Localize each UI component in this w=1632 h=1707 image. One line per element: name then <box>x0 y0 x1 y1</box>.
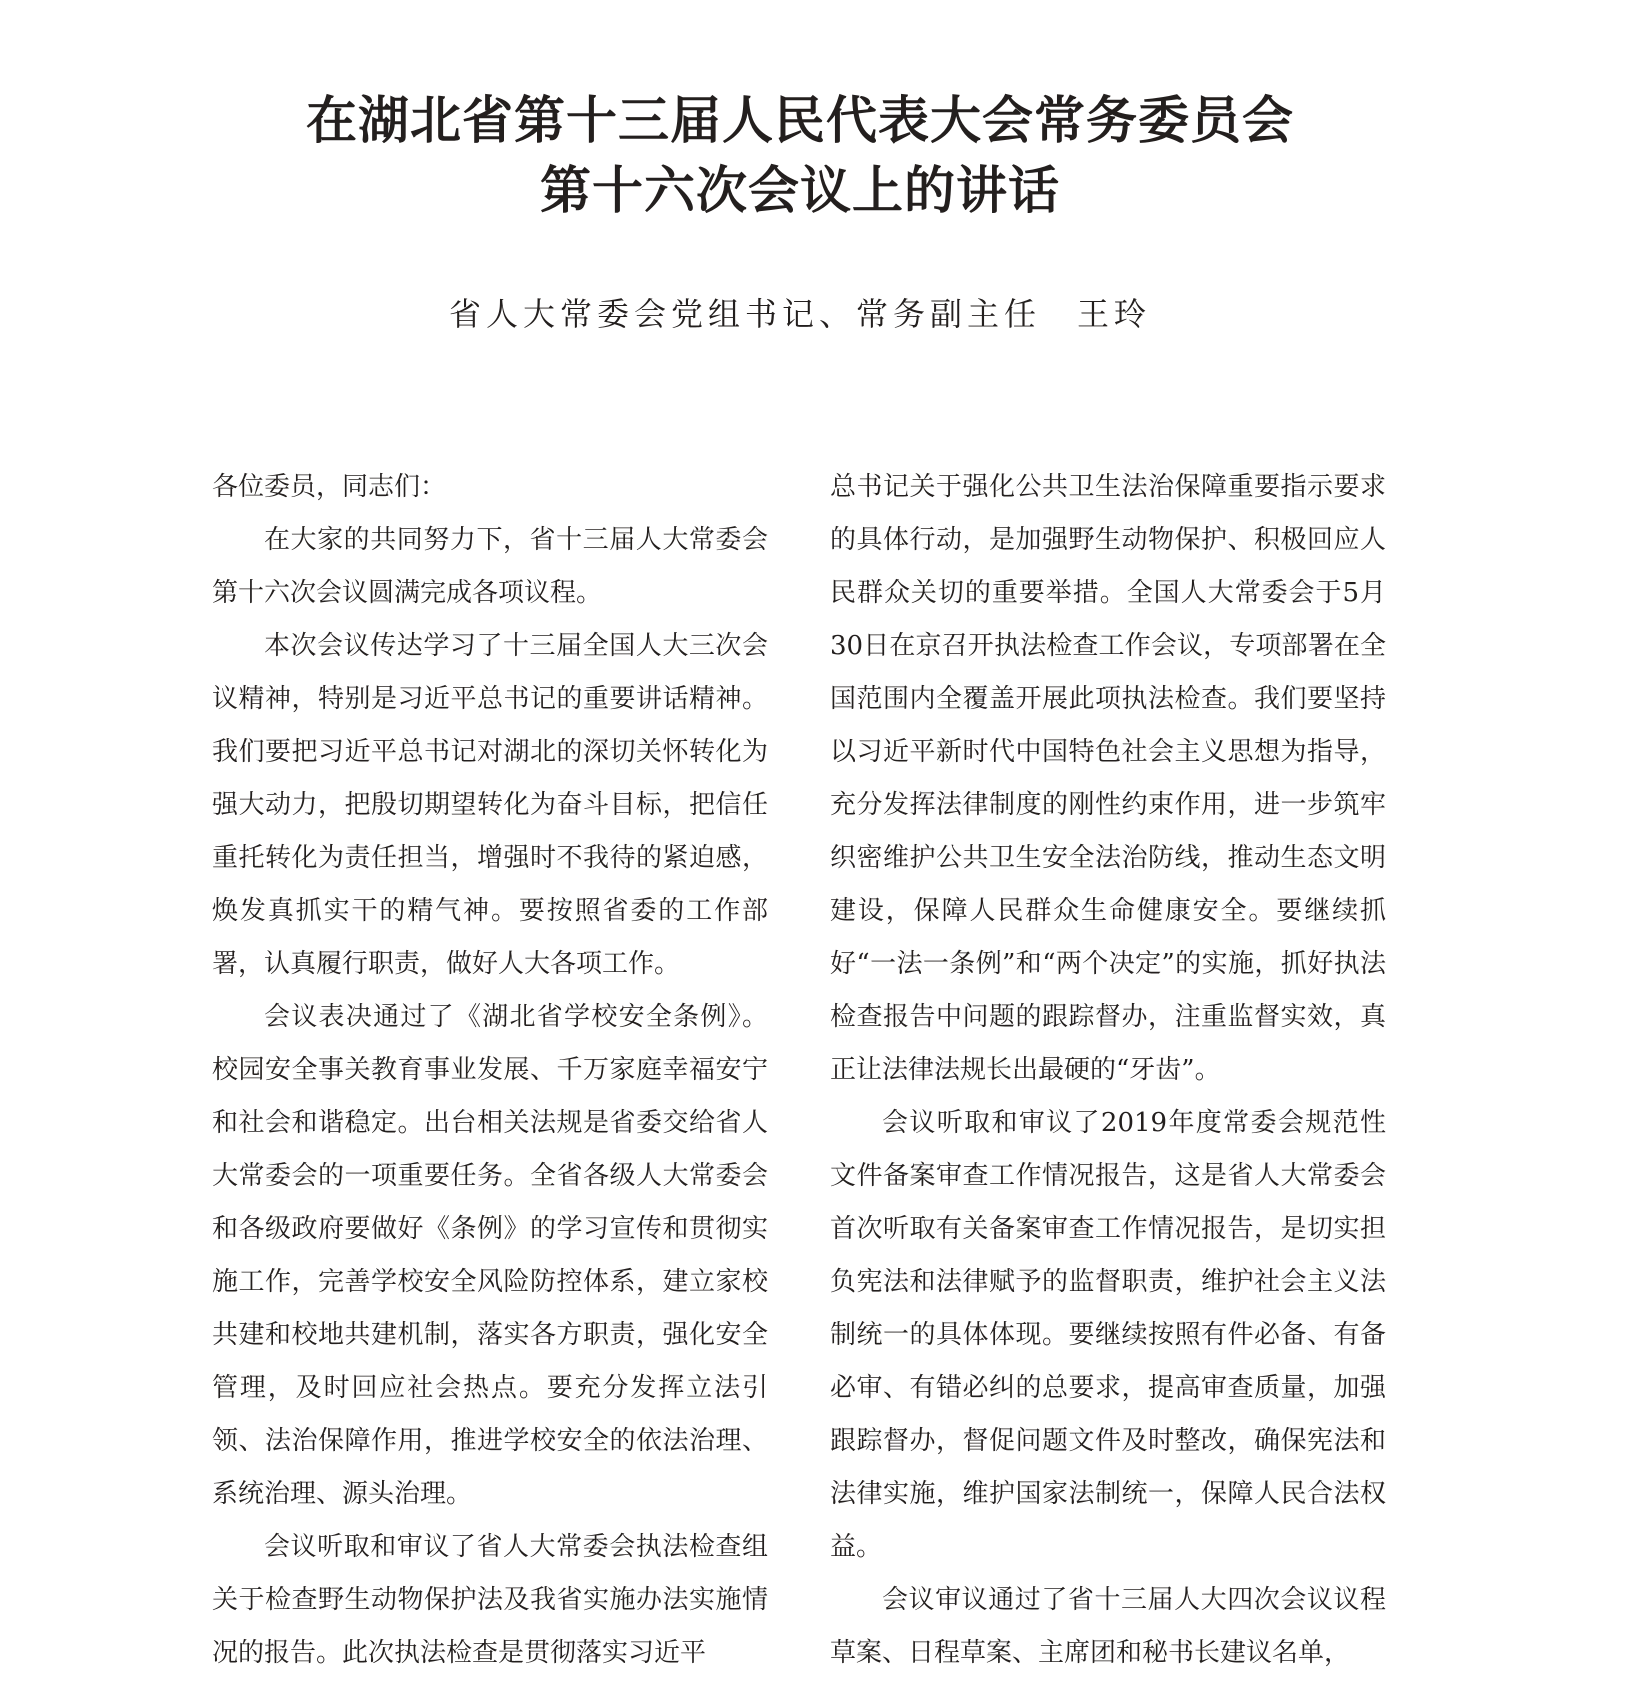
title-line-2: 第十六次会议上的讲话 <box>539 162 1060 221</box>
salutation: 各位委员，同志们： <box>212 472 447 502</box>
paragraph: 本次会议传达学习了十三届全国人大三次会议精神，特别是习近平总书记的重要讲话精神。我们要把习近平总书记对湖北的深切关怀转化为强大动力，把殷切期望转化为奋斗目标，把信任重托转化为责任担当，增强时不我待的紧迫感，焕发真抓实干的精气神。要按照省委的工作部署，认真履行职责，做好人大各项工作。 <box>212 631 768 979</box>
paragraph-continued: 总书记关于强化公共卫生法治保障重要指示要求的具体行动，是加强野生动物保护、积极回应人民群众关切的重要举措。全国人大常委会于5月30日在京召开执法检查工作会议，专项部署在全国范围内全覆盖开展此项执法检查。我们要坚持以习近平新时代中国特色社会主义思想为指导，充分发挥法律制度的刚性约束作用，进一步筑牢织密维护公共卫生安全法治防线，推动生态文明建设，保障人民群众生命健康安全。要继续抓好“一法一条例”和“两个决定”的实施，抓好执法检查报告中问题的跟踪督办，注重监督实效，真正让法律法规长出最硬的“牙齿”。 <box>830 472 1386 1085</box>
title-line-1: 在湖北省第十三届人民代表大会常务委员会 <box>305 92 1294 151</box>
byline <box>0 292 1600 336</box>
author-name: 王玲 <box>1077 295 1152 333</box>
paragraph: 会议审议通过了省十三届人大四次会议议程草案、日程草案、主席团和秘书长建议名单， <box>830 1585 1386 1668</box>
right-column <box>830 461 1386 1680</box>
paragraph: 会议听取和审议了2019年度常委会规范性文件备案审查工作情况报告，这是省人大常委会首次听取有关备案审查工作情况报告，是切实担负宪法和法律赋予的监督职责，维护社会主义法制统一的具体体现。要继续按照有件必备、有备必审、有错必纠的总要求，提高审查质量，加强跟踪督办，督促问题文件及时整改，确保宪法和法律实施，维护国家法制统一，保障人民合法权益。 <box>830 1108 1386 1562</box>
paragraph: 会议表决通过了《湖北省学校安全条例》。校园安全事关教育事业发展、千万家庭幸福安宁和社会和谐稳定。出台相关法规是省委交给省人大常委会的一项重要任务。全省各级人大常委会和各级政府要做好《条例》的学习宣传和贯彻实施工作，完善学校安全风险防控体系，建立家校共建和校地共建机制，落实各方职责，强化安全管理，及时回应社会热点。要充分发挥立法引领、法治保障作用，推进学校安全的依法治理、系统治理、源头治理。 <box>212 1002 768 1509</box>
paragraph: 在大家的共同努力下，省十三届人大常委会第十六次会议圆满完成各项议程。 <box>212 525 768 608</box>
left-column <box>212 461 768 1680</box>
paragraph: 会议听取和审议了省人大常委会执法检查组关于检查野生动物保护法及我省实施办法实施情况的报告。此次执法检查是贯彻落实习近平 <box>212 1532 768 1668</box>
author-role: 省人大常委会党组书记、常务副主任 <box>448 295 1041 333</box>
